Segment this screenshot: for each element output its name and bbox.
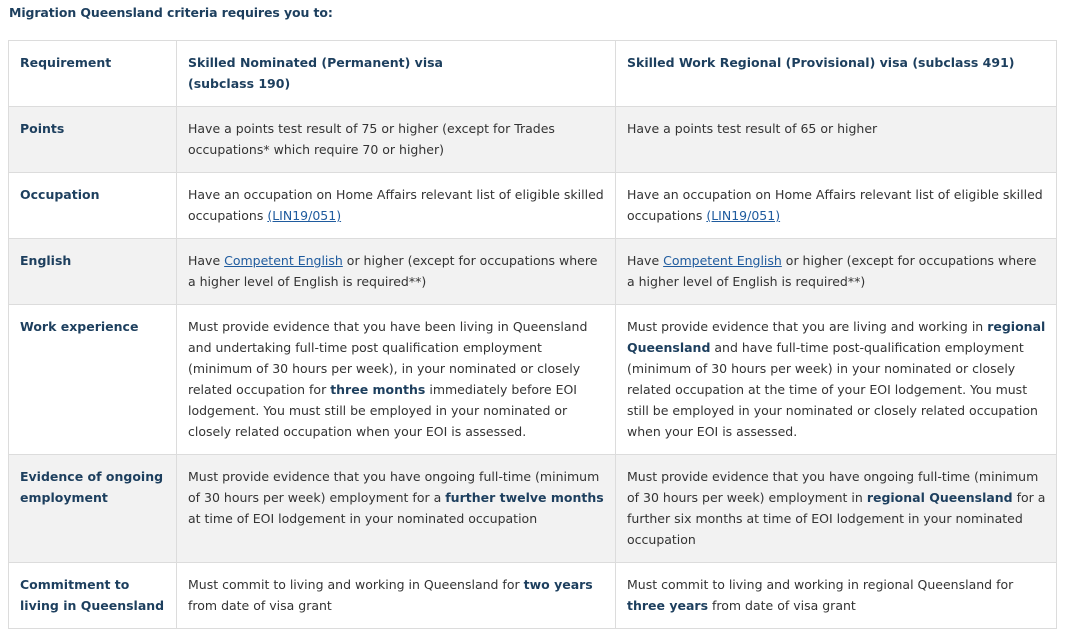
header-visa-190-line2: (subclass 190) bbox=[188, 76, 291, 91]
cell-work-491 bbox=[616, 305, 1057, 455]
work-190-a: Must provide evidence that you have been living in Queensland and undertaking full-time post qualification employment (minimum of 30 hours per week), in your nominated or closely related occupation for bbox=[188, 319, 588, 397]
cell-points-491: Have a points test result of 65 or higher bbox=[616, 107, 1057, 173]
header-visa-190 bbox=[177, 41, 616, 107]
cell-occupation-190 bbox=[177, 173, 616, 239]
cell-points-190: Have a points test result of 75 or higher (except for Trades occupations* which require 70 or higher) bbox=[177, 107, 616, 173]
cell-work-190 bbox=[177, 305, 616, 455]
row-label-occupation: Occupation bbox=[9, 173, 177, 239]
table-row-english bbox=[9, 239, 1057, 305]
occupation-491-text: Have an occupation on Home Affairs relevant list of eligible skilled occupations bbox=[627, 187, 1043, 223]
cell-commitment-491 bbox=[616, 563, 1057, 629]
table-row-work-experience bbox=[9, 305, 1057, 455]
header-visa-190-line1: Skilled Nominated (Permanent) visa bbox=[188, 55, 443, 70]
header-visa-491: Skilled Work Regional (Provisional) visa (subclass 491) bbox=[616, 41, 1057, 107]
table-row-commitment bbox=[9, 563, 1057, 629]
cell-english-190 bbox=[177, 239, 616, 305]
commitment-491-b: from date of visa grant bbox=[708, 598, 856, 613]
ongoing-190-bold: further twelve months bbox=[445, 490, 604, 505]
header-requirement: Requirement bbox=[9, 41, 177, 107]
commitment-190-bold: two years bbox=[523, 577, 593, 592]
row-label-english: English bbox=[9, 239, 177, 305]
work-190-bold: three months bbox=[330, 382, 426, 397]
commitment-491-bold: three years bbox=[627, 598, 709, 613]
row-label-ongoing-employment: Evidence of ongoing employment bbox=[9, 455, 177, 563]
english-491-rest: or higher (except for occupations where a higher level of English is required**) bbox=[627, 253, 1037, 289]
work-491-bold: regional Queensland bbox=[627, 319, 1046, 355]
english-190-prefix: Have bbox=[188, 253, 225, 268]
page-intro: Migration Queensland criteria requires you to: bbox=[9, 5, 333, 20]
table-row-ongoing-employment bbox=[9, 455, 1057, 563]
cell-ongoing-190 bbox=[177, 455, 616, 563]
ongoing-190-b: at time of EOI lodgement in your nominated occupation bbox=[188, 511, 538, 526]
cell-commitment-190 bbox=[177, 563, 616, 629]
ongoing-491-a: Must provide evidence that you have ongoing full-time (minimum of 30 hours per week) employment in bbox=[627, 469, 1039, 505]
commitment-190-b: from date of visa grant bbox=[188, 598, 332, 613]
english-190-rest: or higher (except for occupations where a higher level of English is required**) bbox=[188, 253, 598, 289]
cell-ongoing-491 bbox=[616, 455, 1057, 563]
commitment-491-a: Must commit to living and working in regional Queensland for bbox=[627, 577, 1014, 592]
competent-english-link-491[interactable]: Competent English bbox=[663, 253, 782, 268]
commitment-190-a: Must commit to living and working in Queensland for bbox=[188, 577, 524, 592]
row-label-points: Points bbox=[9, 107, 177, 173]
occupation-190-text: Have an occupation on Home Affairs relevant list of eligible skilled occupations bbox=[188, 187, 604, 223]
competent-english-link-190[interactable]: Competent English bbox=[224, 253, 343, 268]
row-label-commitment: Commitment to living in Queensland bbox=[9, 563, 177, 629]
criteria-table bbox=[8, 40, 1057, 629]
work-491-a: Must provide evidence that you are living and working in bbox=[627, 319, 988, 334]
work-491-b: and have full-time post-qualification employment (minimum of 30 hours per week) in your nominated or closely related occupation at the time of your EOI lodgement. You must still be employed in your nominated or closely related occupation when your EOI is assessed. bbox=[627, 340, 1038, 439]
lin19-051-link-491[interactable]: (LIN19/051) bbox=[706, 208, 781, 223]
table-row-points bbox=[9, 107, 1057, 173]
row-label-work-experience: Work experience bbox=[9, 305, 177, 455]
english-491-prefix: Have bbox=[627, 253, 664, 268]
ongoing-491-bold: regional Queensland bbox=[866, 490, 1013, 505]
table-row-occupation bbox=[9, 173, 1057, 239]
ongoing-491-b: for a further six months at time of EOI lodgement in your nominated occupation bbox=[627, 490, 1046, 547]
table-header-row bbox=[9, 41, 1057, 107]
lin19-051-link-190[interactable]: (LIN19/051) bbox=[267, 208, 342, 223]
cell-occupation-491 bbox=[616, 173, 1057, 239]
ongoing-190-a: Must provide evidence that you have ongoing full-time (minimum of 30 hours per week) employment for a bbox=[188, 469, 600, 505]
cell-english-491 bbox=[616, 239, 1057, 305]
work-190-b: immediately before EOI lodgement. You must still be employed in your nominated or closely related occupation when your EOI is assessed. bbox=[188, 382, 577, 439]
